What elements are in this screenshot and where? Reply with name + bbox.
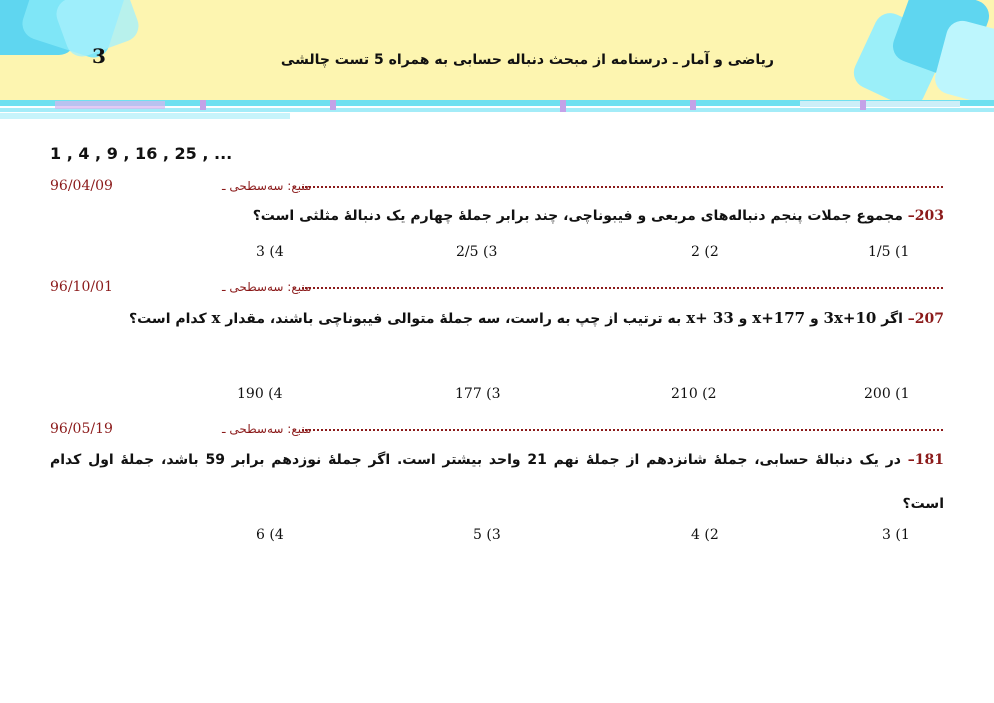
question-source — [50, 279, 943, 297]
dotted-divider — [302, 287, 943, 289]
question-source — [50, 421, 943, 439]
page-number: 3 — [92, 44, 106, 68]
question-body: در یک دنبالهٔ حسابی، جملهٔ شانزدهم از جملهٔ نهم 21 واحد بیشتر است. اگر جملهٔ نوزدهم برابر 59 باشد، جملهٔ اول کدام است؟ — [50, 452, 944, 512]
option-1[interactable]: 3 (1 — [882, 527, 910, 543]
option-3[interactable]: 5 (3 — [473, 527, 501, 543]
source-date: 96/10/01 — [50, 279, 113, 295]
source-label: منبع: سه‌سطحی ـ — [222, 179, 312, 193]
math-expression: x+177 — [752, 309, 806, 327]
question-number: 203– — [907, 208, 944, 224]
option-2[interactable]: 210 (2 — [671, 386, 717, 402]
option-2[interactable]: 4 (2 — [691, 527, 719, 543]
source-label: منبع: سه‌سطحی ـ — [222, 280, 312, 294]
question-number: 181– — [907, 452, 944, 468]
dotted-divider — [302, 429, 943, 431]
math-expression: 3x+10 — [823, 309, 877, 327]
question-body-part: کدام است؟ — [128, 311, 212, 327]
question-number: 207– — [907, 311, 944, 327]
decorative-stripe — [0, 98, 994, 120]
option-3[interactable]: 2/5 (3 — [456, 244, 498, 260]
option-4[interactable]: 190 (4 — [237, 386, 283, 402]
sequence-example: 1 , 4 , 9 , 16 , 25 , ... — [50, 144, 233, 163]
page-header — [0, 0, 994, 100]
source-date: 96/04/09 — [50, 178, 113, 194]
option-4[interactable]: 3 (4 — [256, 244, 284, 260]
option-1[interactable]: 1/5 (1 — [868, 244, 910, 260]
option-1[interactable]: 200 (1 — [864, 386, 910, 402]
option-4[interactable]: 6 (4 — [256, 527, 284, 543]
option-3[interactable]: 177 (3 — [455, 386, 501, 402]
dotted-divider — [302, 186, 943, 188]
question-text — [50, 194, 944, 238]
source-date: 96/05/19 — [50, 421, 113, 437]
question-text — [50, 438, 944, 526]
math-variable: x — [211, 309, 221, 327]
question-body-part: و — [805, 311, 824, 327]
option-2[interactable]: 2 (2 — [691, 244, 719, 260]
question-body-part: به ترتیب از چپ به راست، سه جملهٔ متوالی فیبوناچی باشند، مقدار — [220, 311, 687, 327]
page-title: ریاضی و آمار ـ درسنامه از مبحث دنباله حسابی به همراه 5 تست چالشی — [280, 52, 774, 68]
question-text — [50, 296, 944, 341]
question-body: مجموع جملات پنجم دنباله‌های مربعی و فیبوناچی، چند برابر جملهٔ چهارم یک دنبالهٔ مثلثی است؟ — [252, 208, 908, 224]
question-body-part: و — [733, 311, 753, 327]
math-expression: x+ 33 — [686, 309, 734, 327]
source-label: منبع: سه‌سطحی ـ — [222, 422, 312, 436]
question-body-part: اگر — [876, 311, 908, 327]
